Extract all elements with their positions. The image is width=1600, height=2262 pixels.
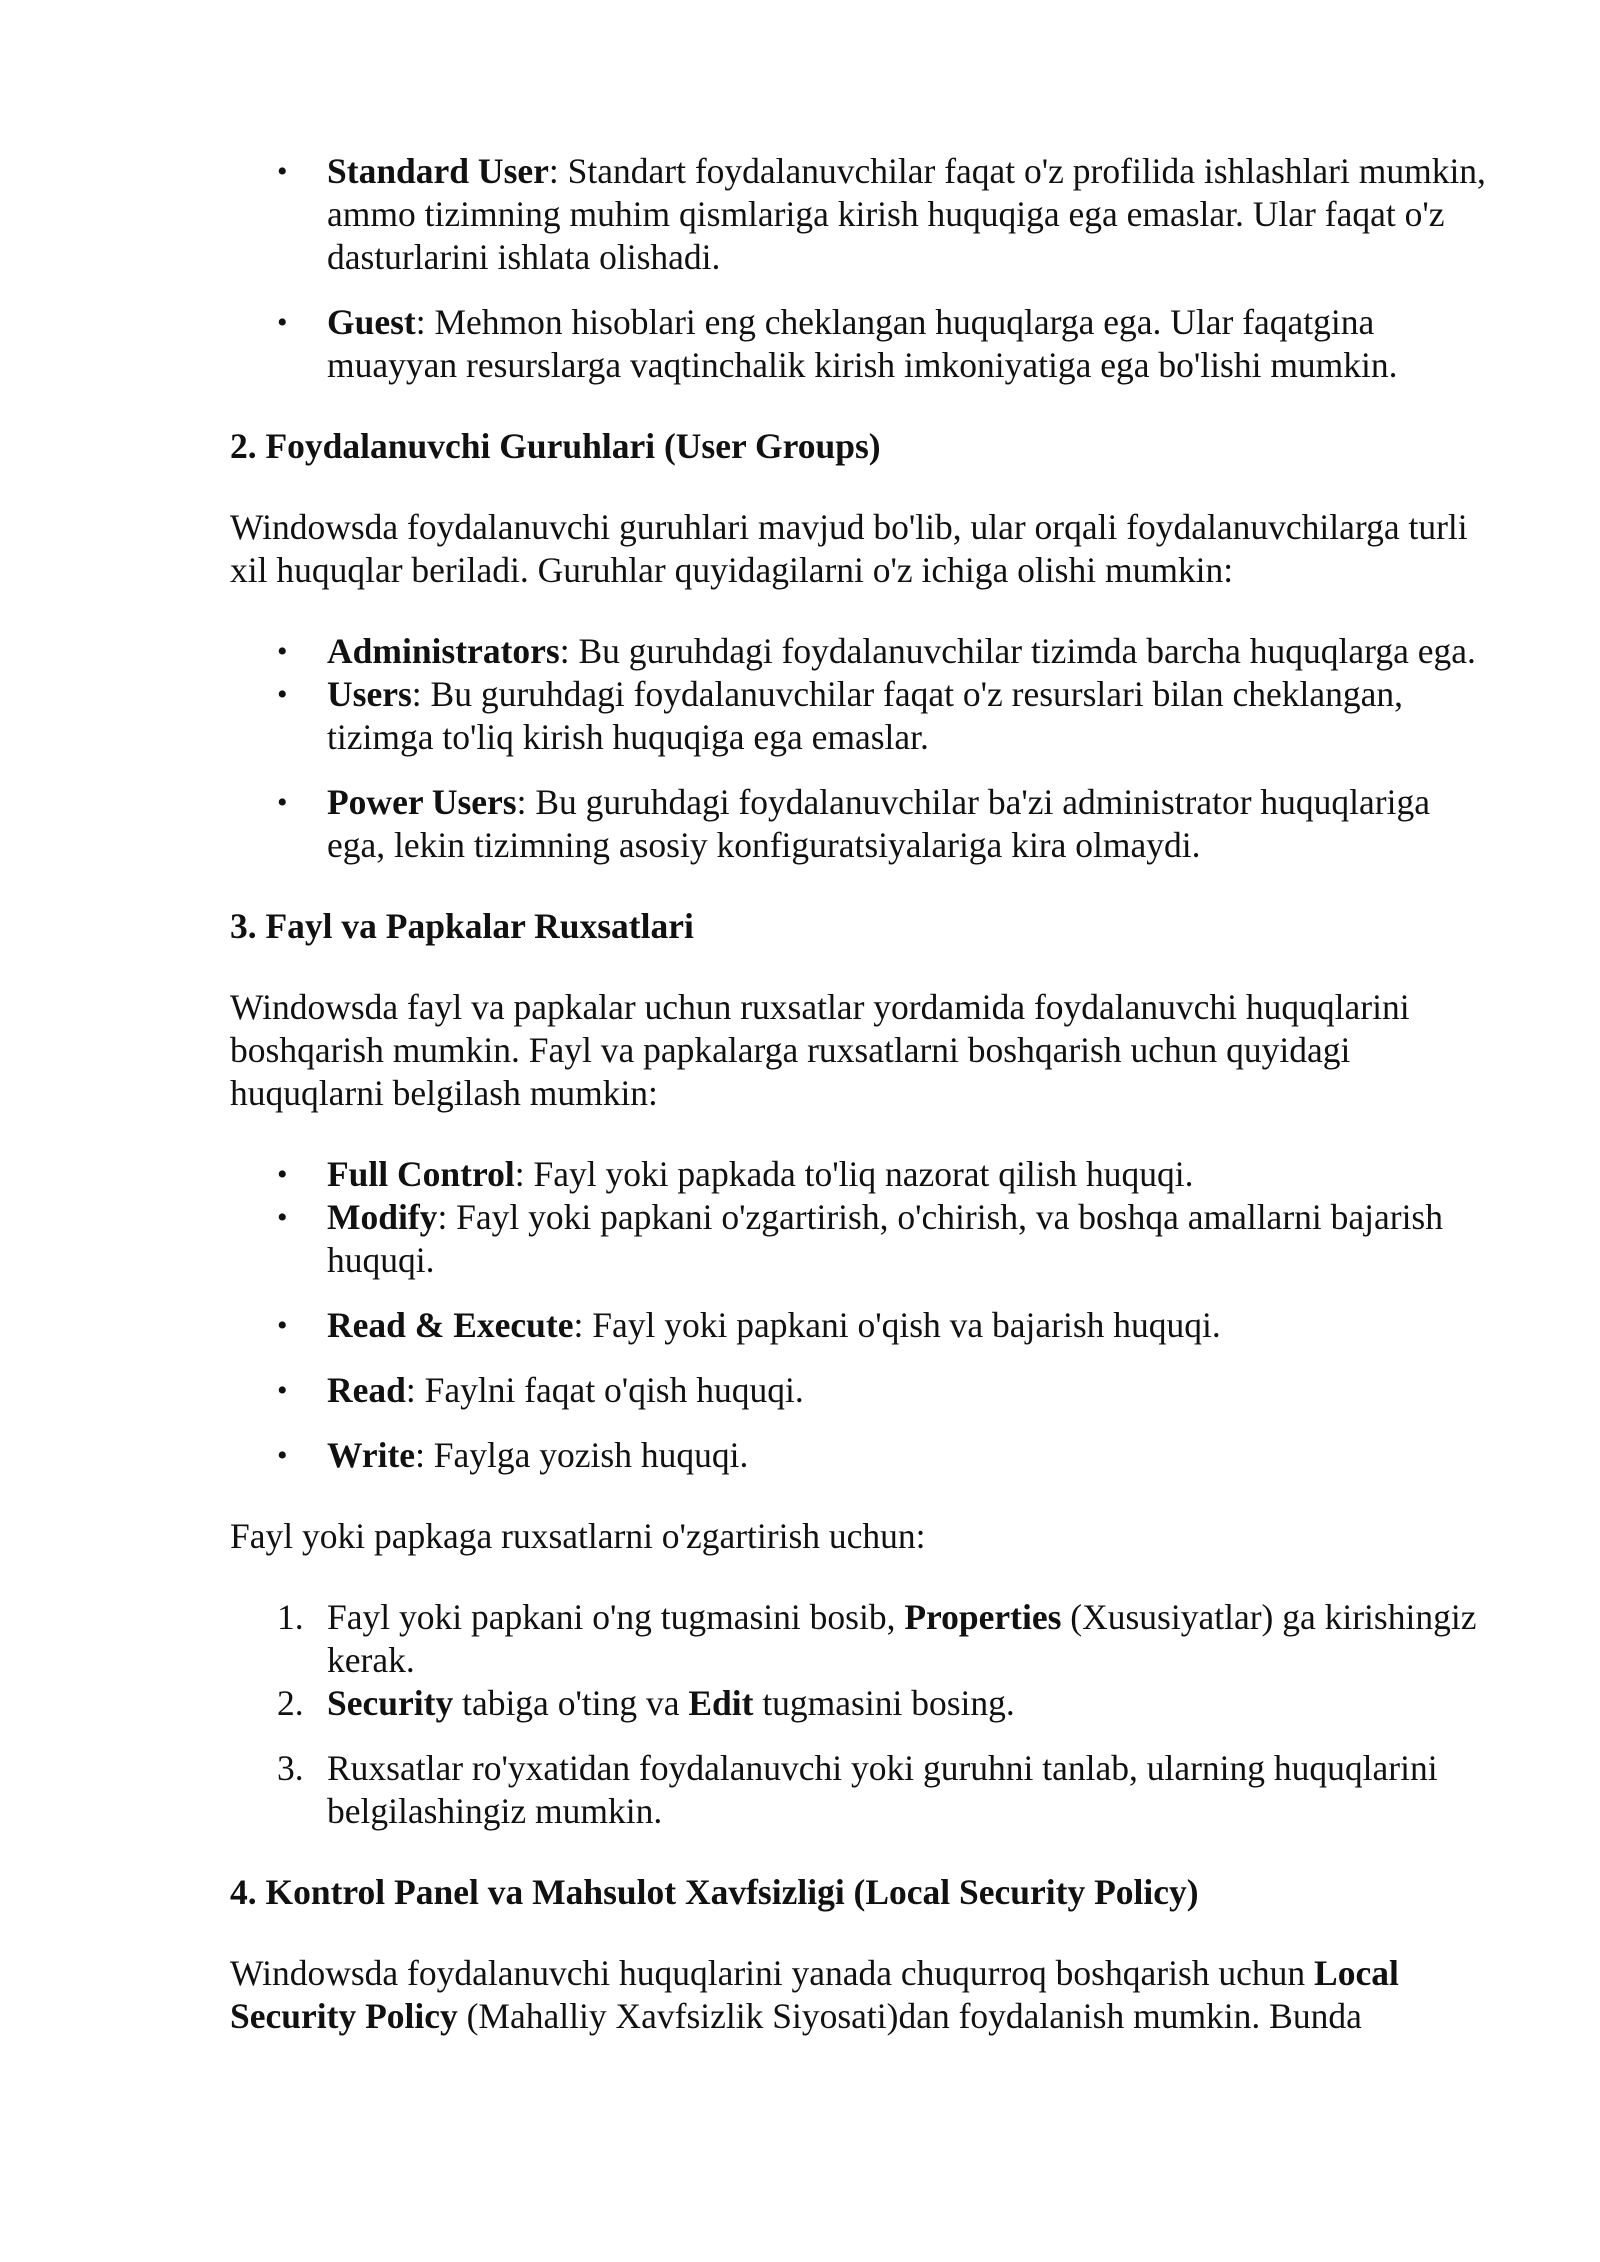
step-bold: Properties [904, 1597, 1062, 1637]
section-heading: 3. Fayl va Papkalar Ruxsatlari [230, 906, 694, 946]
document-page [230, 150, 1490, 2038]
list-item [230, 301, 1490, 387]
permissions-list [230, 1153, 1490, 1477]
term: Read [327, 1370, 406, 1410]
user-groups-list [230, 630, 1490, 867]
step-text: Fayl yoki papkani o'ng tugmasini bosib, [327, 1597, 905, 1637]
list-item [230, 1369, 1490, 1412]
term: Write [327, 1435, 416, 1475]
term: Modify [327, 1197, 438, 1237]
bullet-icon: • [277, 1201, 288, 1234]
step-text: tabiga o'ting va [453, 1683, 689, 1723]
section-heading: 4. Kontrol Panel va Mahsulot Xavfsizligi (Local Security Policy) [230, 1872, 1199, 1912]
description: : Faylni faqat o'qish huquqi. [405, 1370, 804, 1410]
description: : Bu guruhdagi foydalanuvchilar ba'zi administrator huquqlariga ega, lekin tizimning asosiy konfiguratsiyalariga kira olmaydi. [327, 782, 1430, 865]
paragraph: Fayl yoki papkaga ruxsatlarni o'zgartirish uchun: [230, 1516, 926, 1556]
term: Users [327, 674, 412, 714]
list-item [230, 1304, 1490, 1347]
list-item [230, 1196, 1490, 1282]
term: Administrators [327, 631, 560, 671]
paragraph: Windowsda foydalanuvchi guruhlari mavjud bo'lib, ular orqali foydalanuvchilarga turli xil huquqlar beriladi. Guruhlar quyidagilarni o'z ichiga olishi mumkin: [230, 507, 1468, 590]
description: : Fayl yoki papkani o'zgartirish, o'chirish, va boshqa amallarni bajarish huquqi. [327, 1197, 1443, 1280]
term: Standard User [327, 151, 549, 191]
step-number: 3. [277, 1748, 304, 1788]
user-types-list [230, 150, 1490, 387]
step-text: Ruxsatlar ro'yxatidan foydalanuvchi yoki guruhni tanlab, ularning huquqlarini belgilashingiz mumkin. [327, 1748, 1438, 1831]
term: Guest [327, 302, 416, 342]
step-item [230, 1682, 1490, 1725]
list-item [230, 150, 1490, 279]
description: : Standart foydalanuvchilar faqat o'z profilida ishlashlari mumkin, ammo tizimning muhim qismlariga kirish huquqiga ega emaslar. Ular faqat o'z dasturlarini ishlata olishadi. [327, 151, 1486, 277]
bullet-icon: • [277, 306, 288, 339]
step-number: 1. [277, 1597, 304, 1637]
description: : Fayl yoki papkada to'liq nazorat qilish huquqi. [514, 1154, 1194, 1194]
bullet-icon: • [277, 1374, 288, 1407]
section-heading: 2. Foydalanuvchi Guruhlari (User Groups) [230, 426, 881, 466]
step-item [230, 1596, 1490, 1682]
term: Full Control [327, 1154, 515, 1194]
list-item [230, 630, 1490, 673]
list-item [230, 781, 1490, 867]
list-item [230, 1153, 1490, 1196]
bullet-icon: • [277, 1309, 288, 1342]
step-bold: Security [327, 1683, 454, 1723]
bullet-icon: • [277, 786, 288, 819]
bullet-icon: • [277, 1439, 288, 1472]
step-item [230, 1747, 1490, 1833]
step-text: tugmasini bosing. [753, 1683, 1015, 1723]
description: : Bu guruhdagi foydalanuvchilar faqat o'z resurslari bilan cheklangan, tizimga to'liq kirish huquqiga ega emaslar. [327, 674, 1403, 757]
steps-list [230, 1596, 1490, 1833]
bullet-icon: • [277, 1158, 288, 1191]
description: : Bu guruhdagi foydalanuvchilar tizimda barcha huquqlarga ega. [559, 631, 1476, 671]
list-item [230, 673, 1490, 759]
description: : Fayl yoki papkani o'qish va bajarish huquqi. [573, 1305, 1221, 1345]
term: Read & Execute [327, 1305, 574, 1345]
paragraph-text: Windowsda foydalanuvchi huquqlarini yanada chuqurroq boshqarish uchun [230, 1953, 1315, 1993]
bullet-icon: • [277, 155, 288, 188]
paragraph: Windowsda fayl va papkalar uchun ruxsatlar yordamida foydalanuvchi huquqlarini boshqarish mumkin. Fayl va papkalarga ruxsatlarni boshqarish uchun quyidagi huquqlarni belgilash mumkin: [230, 987, 1410, 1113]
step-bold: Edit [688, 1683, 754, 1723]
step-text: (Xususiyatlar) ga kirishingiz kerak. [327, 1597, 1477, 1680]
description: : Faylga yozish huquqi. [415, 1435, 749, 1475]
step-number: 2. [277, 1683, 304, 1723]
term: Local Security Policy [230, 1953, 1399, 2036]
list-item [230, 1434, 1490, 1477]
bullet-icon: • [277, 635, 288, 668]
paragraph [230, 1952, 1490, 2038]
term: Power Users [327, 782, 517, 822]
description: : Mehmon hisoblari eng cheklangan huquqlarga ega. Ular faqatgina muayyan resurslarga vaqtinchalik kirish imkoniyatiga ega bo'lishi mumkin. [327, 302, 1398, 385]
bullet-icon: • [277, 678, 288, 711]
paragraph-text: (Mahalliy Xavfsizlik Siyosati)dan foydalanish mumkin. Bunda [457, 1996, 1362, 2036]
